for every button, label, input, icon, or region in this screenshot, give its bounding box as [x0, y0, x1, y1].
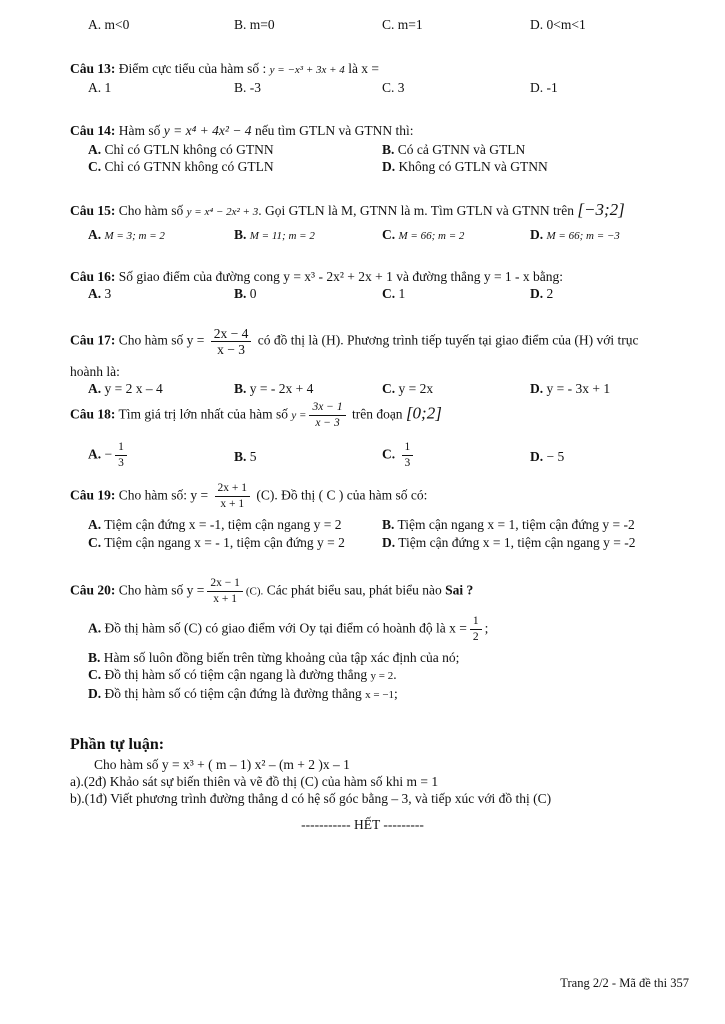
- q18-option-b: B. 5: [234, 449, 257, 464]
- q14-formula: y = x⁴ + 4x² − 4: [163, 123, 252, 138]
- q12-option-d: D. 0<m<1: [530, 17, 586, 32]
- q13-option-d: D. -1: [530, 80, 558, 95]
- q13-formula: y = −x³ + 3x + 4: [269, 64, 345, 76]
- q12-option-c: C. m=1: [382, 17, 423, 32]
- q18-interval: [0;2]: [405, 403, 442, 423]
- q20-option-c: C. Đồ thị hàm số có tiệm cận ngang là đường thẳng y = 2.: [88, 667, 397, 682]
- essay-part-b: b).(1đ) Viết phương trình đường thẳng d có hệ số góc bằng – 3, và tiếp xúc với đồ thị (C): [70, 791, 552, 806]
- q18-fraction: $\frac{3x - 1}{x - 3}$: [309, 400, 345, 431]
- q15-interval: [−3;2]: [577, 200, 625, 219]
- q17-stem: Câu 17: Cho hàm số y = $\frac{2x - 4}{x - 3}$ có đồ thị là (H). Phương trình tiếp tuyến tại giao điểm của (H) với trục: [70, 326, 639, 357]
- q20-option-b: B. Hàm số luôn đồng biến trên từng khoảng của tập xác định của nó;: [88, 650, 460, 665]
- essay-intro: Cho hàm số y = x³ + ( m – 1) x² – (m + 2 )x – 1: [94, 757, 350, 772]
- q14-option-b: B. Có cả GTNN và GTLN: [382, 142, 526, 157]
- q17-option-a: A. y = 2 x – 4: [88, 381, 163, 396]
- q18-stem: Câu 18: Tìm giá trị lớn nhất của hàm số y = $\frac{3x - 1}{x - 3}$ trên đoạn [0;2]: [70, 401, 442, 429]
- page-footer: Trang 2/2 - Mã đề thi 357: [560, 976, 689, 990]
- q16-option-c: C. 1: [382, 286, 406, 301]
- q16-option-b: B. 0: [234, 286, 257, 301]
- q15-formula: y = x⁴ − 2x² + 3: [186, 206, 259, 218]
- q19-stem: Câu 19: Cho hàm số: y = $\frac{2x + 1}{x + 1}$ (C). Đồ thị ( C ) của hàm số có:: [70, 482, 428, 510]
- q12-option-b: B. m=0: [234, 17, 275, 32]
- q17-option-c: C. y = 2x: [382, 381, 434, 396]
- q17-stem-line2: hoành là:: [70, 364, 120, 379]
- essay-title: Phần tự luận:: [70, 736, 165, 753]
- q17-option-b: B. y = - 2x + 4: [234, 381, 314, 396]
- q13-option-a: A. 1: [88, 80, 112, 95]
- q20-option-d: D. Đồ thị hàm số có tiệm cận đứng là đường thẳng x = −1;: [88, 686, 398, 701]
- q13-stem: Câu 13: Điểm cực tiểu của hàm số : y = −x³ + 3x + 4 là x =: [70, 61, 380, 76]
- q20-fraction: $\frac{2x - 1}{x + 1}$: [207, 576, 243, 607]
- q15-option-a: A. M = 3; m = 2: [88, 227, 165, 242]
- q14-stem: Câu 14: Hàm số y = x⁴ + 4x² − 4 nếu tìm GTLN và GTNN thì:: [70, 123, 414, 138]
- essay-part-a: a).(2đ) Khảo sát sự biến thiên và vẽ đồ thị (C) của hàm số khi m = 1: [70, 774, 439, 789]
- q13-option-b: B. -3: [234, 80, 261, 95]
- q19-fraction: $\frac{2x + 1}{x + 1}$: [215, 481, 251, 512]
- q12-option-a: A. m<0: [88, 17, 130, 32]
- q19-option-d: D. Tiệm cận đứng x = 1, tiệm cận ngang y = -2: [382, 535, 636, 550]
- q16-stem: Câu 16: Số giao điểm của đường cong y = x³ - 2x² + 2x + 1 và đường thẳng y = 1 - x bằng:: [70, 269, 564, 284]
- q13-option-c: C. 3: [382, 80, 405, 95]
- q17-fraction: $\frac{2x - 4}{x - 3}$: [211, 326, 252, 357]
- q14-option-d: D. Không có GTLN và GTNN: [382, 159, 548, 174]
- q17-option-d: D. y = - 3x + 1: [530, 381, 611, 396]
- q19-option-c: C. Tiệm cận ngang x = - 1, tiệm cận đứng y = 2: [88, 535, 345, 550]
- q18-option-c: C. $\frac{1}{3}$: [382, 440, 416, 471]
- q19-option-a: A. Tiệm cận đứng x = -1, tiệm cận ngang y = 2: [88, 517, 342, 532]
- q16-option-a: A. 3: [88, 286, 112, 301]
- q15-stem: Câu 15: Cho hàm số y = x⁴ − 2x² + 3. Gọi GTLN là M, GTNN là m. Tìm GTLN và GTNN trên [−3;2]: [70, 200, 625, 219]
- q14-option-a: A. Chỉ có GTLN không có GTNN: [88, 142, 274, 157]
- q18-option-d: D. − 5: [530, 449, 565, 464]
- q19-option-b: B. Tiệm cận ngang x = 1, tiệm cận đứng y = -2: [382, 517, 635, 532]
- q20-option-a: A. Đồ thị hàm số (C) có giao điểm với Oy tại điểm có hoành độ là x = $\frac{1}{2}$ ;: [88, 615, 489, 643]
- q16-option-d: D. 2: [530, 286, 554, 301]
- q15-option-d: D. M = 66; m = −3: [530, 227, 620, 242]
- q15-option-b: B. M = 11; m = 2: [234, 227, 315, 242]
- end-mark: ----------- HẾT ---------: [301, 817, 424, 832]
- q18-option-a: A. − $\frac{1}{3}$: [88, 440, 130, 471]
- q14-option-c: C. Chỉ có GTNN không có GTLN: [88, 159, 274, 174]
- q20-stem: Câu 20: Cho hàm số y = $\frac{2x - 1}{x + 1}$ (C). Các phát biểu sau, phát biểu nào Sai ?: [70, 577, 474, 605]
- q15-option-c: C. M = 66; m = 2: [382, 227, 465, 242]
